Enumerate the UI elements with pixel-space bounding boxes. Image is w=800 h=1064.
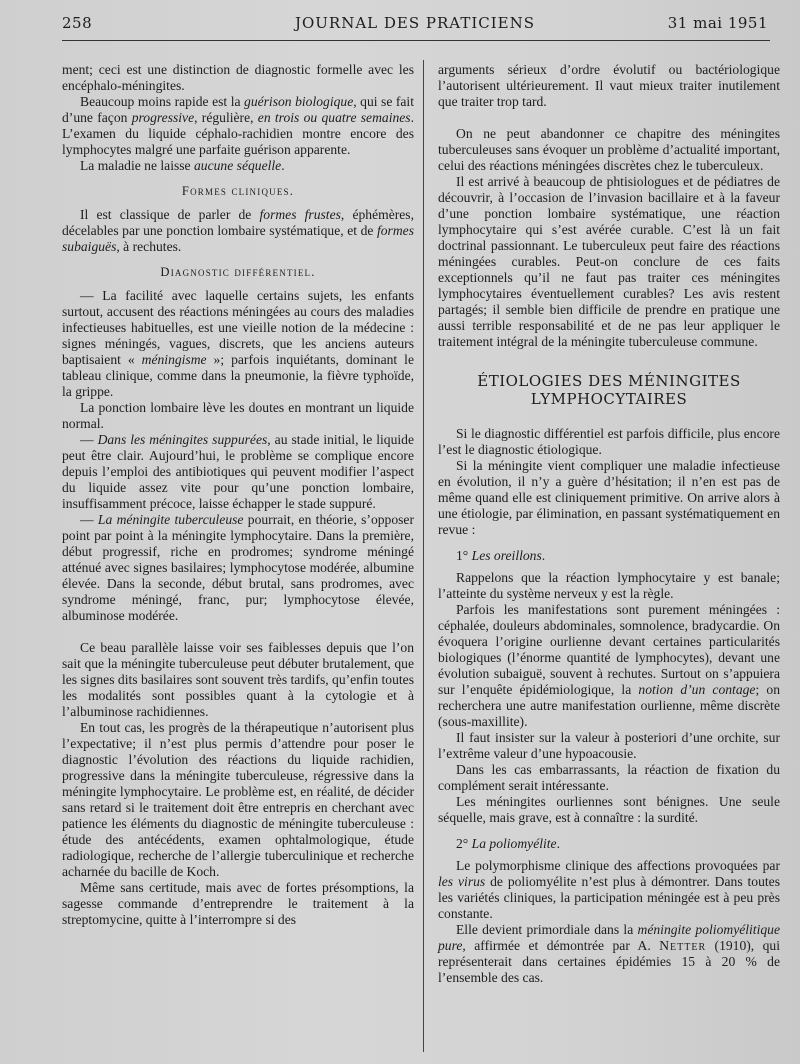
numbered-subsection-title: 2° La poliomyélite.: [456, 836, 560, 851]
section-subheading: Formes cliniques.: [181, 184, 295, 198]
left-column: [62, 62, 414, 928]
header-rule: [62, 40, 770, 41]
paragraph: Si la méningite vient compliquer une maladie infectieuse en évolution, il n’y a guère d’hésitation; il n’en est pas de même quand elle est cliniquement primitive. On arrive alors à une étiologie, par élimination, en passant systématiquement en revue :: [438, 458, 780, 537]
paragraph: On ne peut abandonner ce chapitre des méningites tuberculeuses sans évoquer un problème d’actualité important, celui des réactions méningées discrètes chez le tuberculeux.: [438, 126, 780, 173]
page-header: [62, 14, 768, 38]
paragraph: La ponction lombaire lève les doutes en montrant un liquide normal.: [62, 400, 414, 431]
column-divider: [423, 60, 424, 1052]
paragraph: Dans les cas embarrassants, la réaction de fixation du complément serait intéressante.: [438, 762, 780, 793]
paragraph: ment; ceci est une distinction de diagnostic formelle avec les encéphalo-méningites.: [62, 62, 414, 93]
paragraph: Il est classique de parler de formes frustes, éphémères, décelables par une ponction lombaire systématique, et de formes subaiguës, à rechutes.: [62, 207, 414, 254]
right-column: [438, 62, 780, 986]
section-heading: ÉTIOLOGIES DES MÉNINGITES LYMPHOCYTAIRES: [477, 372, 741, 408]
paragraph: Beaucoup moins rapide est la guérison biologique, qui se fait d’une façon progressive, régulière, en trois ou quatre semaines. L’examen du liquide céphalo-rachidien montre encore des lymphocytes malgré une parfaite guérison apparente.: [62, 94, 414, 157]
paragraph: Il faut insister sur la valeur à posteriori d’une orchite, sur l’extrême valeur d’une hypoacousie.: [438, 730, 780, 761]
paragraph: La maladie ne laisse aucune séquelle.: [80, 158, 285, 173]
paragraph: Les méningites ourliennes sont bénignes. Une seule séquelle, mais grave, est à connaître : la surdité.: [438, 794, 780, 825]
section-subheading: Diagnostic différentiel.: [160, 265, 316, 279]
paragraph: — Dans les méningites suppurées, au stade initial, le liquide peut être clair. Aujourd’hui, le problème se complique encore depuis l’emploi des antibiotiques qui peuvent modifier l’aspect du liquide assez vite pour qu’une ponction lombaire, insuffisamment précoce, laisse échapper le stade suppuré.: [62, 432, 414, 511]
paragraph: — La facilité avec laquelle certains sujets, les enfants surtout, accusent des réactions méningées au cours des maladies infectieuses habituelles, est une vieille notion de la médecine : signes méningés, vagues, discrets, que les anciens auteurs baptisaient « méningisme »; parfois inquiétants, dominant le tableau clinique, comme dans la pneumonie, la fièvre typhoïde, la grippe.: [62, 288, 414, 399]
paragraph: Si le diagnostic différentiel est parfois difficile, plus encore l’est le diagnostic étiologique.: [438, 426, 780, 457]
paragraph: — La méningite tuberculeuse pourrait, en théorie, s’opposer point par point à la méningite lymphocytaire. Dans la première, début progressif, riche en prodromes; syndrome méningé atténué avec signes basilaires; lymphocytose modérée, albumine élevée. Dans la seconde, début brutal, sans prodromes, avec syndrome méningé, franc, pur; lymphocytose élevée, albuminose modérée.: [62, 512, 414, 623]
paragraph: Elle devient primordiale dans la méningite poliomyélitique pure, affirmée et démontrée par A. Netter (1910), qui représenterait dans certaines épidémies 15 à 20 % de l’ensemble des cas.: [438, 922, 780, 985]
journal-title: JOURNAL DES PRATICIENS: [294, 14, 536, 32]
paragraph: En tout cas, les progrès de la thérapeutique n’autorisent plus l’expectative; il n’est plus permis d’attendre pour poser le diagnostic l’évolution des réactions du liquide rachidien, progressive dans la méningite tuberculeuse, régressive dans la méningite lymphocytaire. Le problème est, en réalité, de décider sans retard si le traitement doit être entrepris en cherchant avec patience les éléments du diagnostic de méningite tuberculeuse : étude des antécédents, examen ophtalmologique, étude radiologique, recherche de l’allergie tuberculinique et recherche acharnée du bacille de Koch.: [62, 720, 414, 879]
issue-date: 31 mai 1951: [667, 14, 768, 32]
numbered-subsection-title: 1° Les oreillons.: [456, 548, 546, 563]
paragraph: Il est arrivé à beaucoup de phtisiologues et de pédiatres de découvrir, à l’occasion de l’invasion bacillaire et à la faveur d’une ponction lombaire systématique, une réaction lymphocytaire qui s’est avérée curable. C’est là un fait doctrinal passionnant. Le tuberculeux peut faire des réactions méningées curables. Peut-on conclure de ces faits exceptionnels qu’il ne faut pas traiter ces méningites lymphocytaires éventuellement curables? Les avis restent partagés; il semble bien difficile de prendre en pratique une aussi terrible responsabilité et de ne pas leur appliquer le traitement intégral de la méningite tuberculeuse commune.: [438, 174, 780, 349]
page-number: 258: [62, 14, 93, 32]
paragraph: arguments sérieux d’ordre évolutif ou bactériologique l’autorisent ultérieurement. Il vaut mieux traiter inutilement que traiter trop tard.: [438, 62, 780, 109]
paragraph: Ce beau parallèle laisse voir ses faiblesses depuis que l’on sait que la méningite tuberculeuse peut débuter brutalement, que les signes dits basilaires sont souvent très tardifs, qu’enfin toutes les modalités sont possibles quant à la cytologie et à l’albuminose rachidiennes.: [62, 640, 414, 719]
paragraph: Même sans certitude, mais avec de fortes présomptions, la sagesse commande d’entreprendre le traitement à la streptomycine, quitte à l’interrompre si des: [62, 880, 414, 927]
paragraph: Le polymorphisme clinique des affections provoquées par les virus de poliomyélite n’est plus à démontrer. Dans toutes les variétés cliniques, la participation méningée est à peu près constante.: [438, 858, 780, 921]
paragraph: Rappelons que la réaction lymphocytaire y est banale; l’atteinte du système nerveux y est la règle.: [438, 570, 780, 601]
paragraph: Parfois les manifestations sont purement méningées : céphalée, douleurs abdominales, somnolence, bradycardie. On évoquera l’origine ourlienne devant certaines particularités biologiques (l’énorme quantité de lymphocytes), devant une évolution subaiguë, souvent à rechutes. Surtout on s’appuiera sur l’enquête épidémiologique, la notion d’un contage; on recherchera une autre manifestation ourlienne, même discrète (sous-maxillite).: [438, 602, 780, 729]
